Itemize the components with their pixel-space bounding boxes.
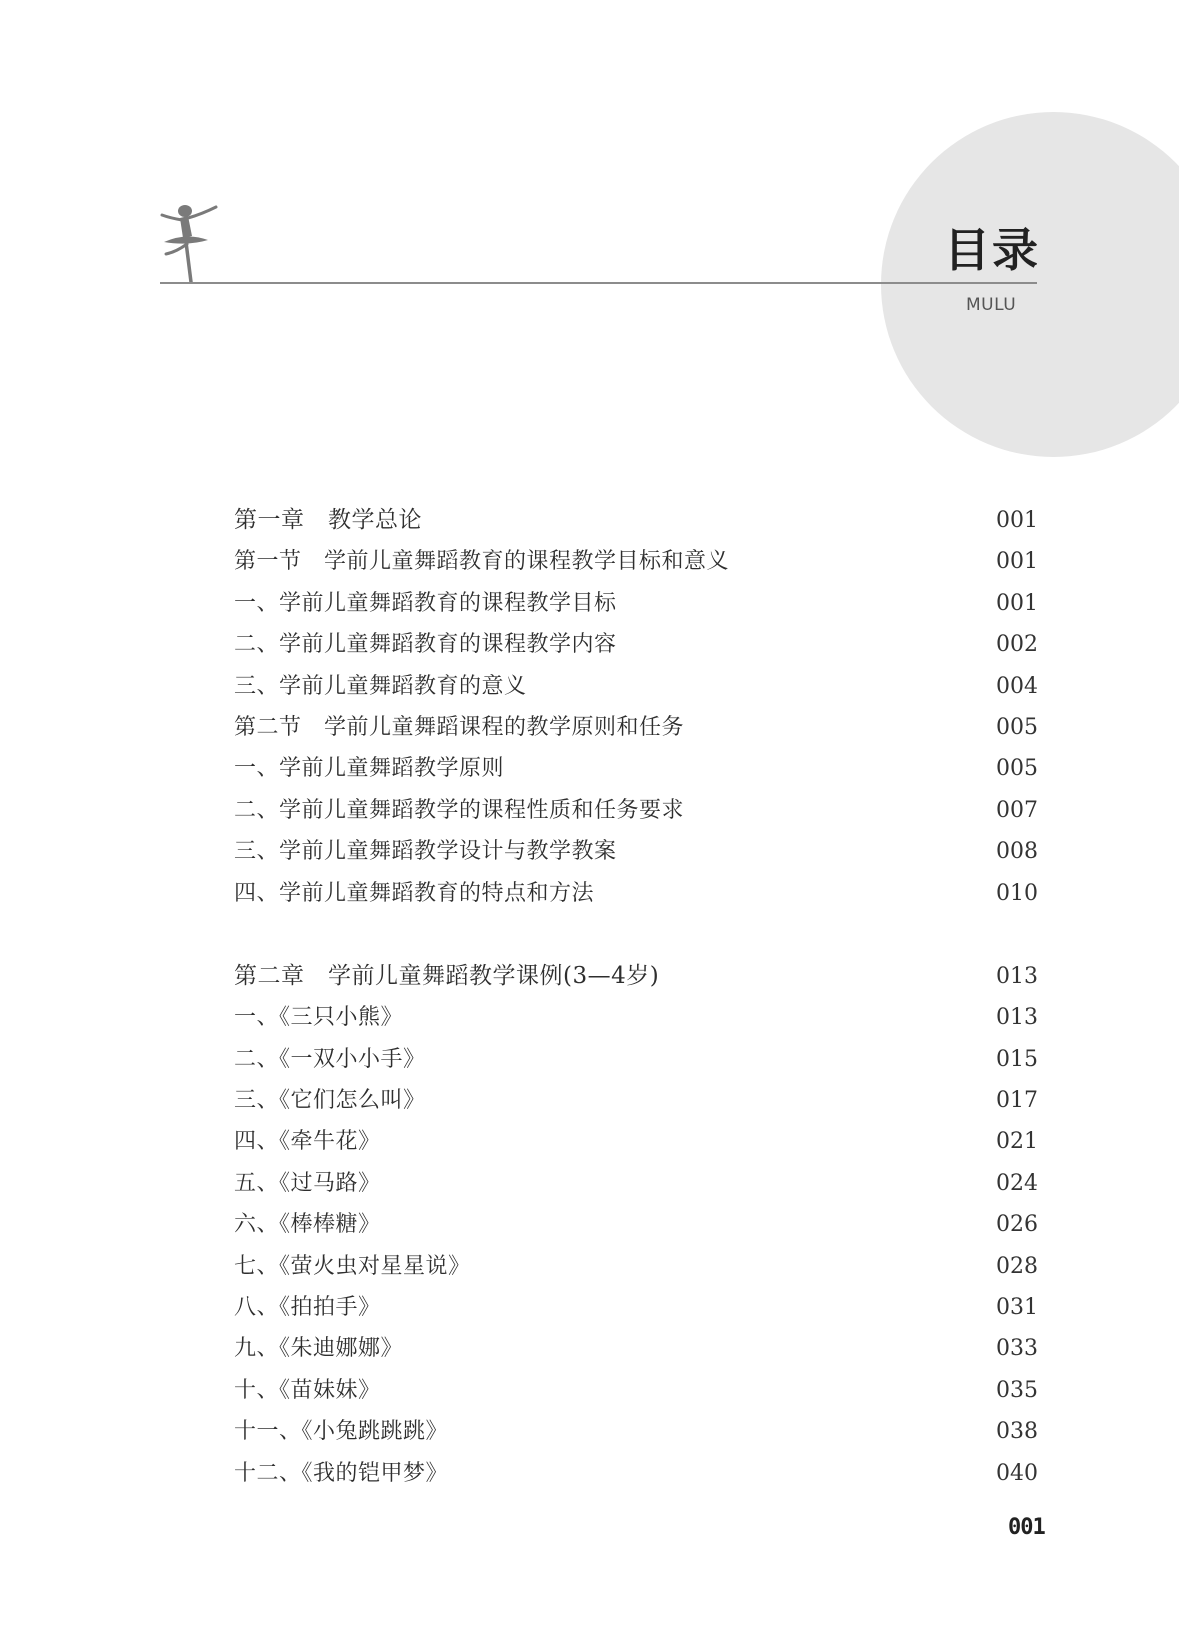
toc-entry-title: 第一节 学前儿童舞蹈教育的课程教学目标和意义 [234, 549, 730, 575]
toc-entry-title: 八、《拍拍手》 [234, 1295, 381, 1321]
toc-entry-title: 四、《牵牛花》 [234, 1129, 381, 1155]
toc-entry-page: 004 [996, 673, 1038, 699]
ballerina-icon [158, 202, 220, 284]
toc-entry-page: 002 [996, 632, 1038, 658]
toc-entry[interactable] [234, 1287, 1038, 1328]
toc-entry-page: 015 [996, 1046, 1038, 1072]
toc-entry-title: 第二节 学前儿童舞蹈课程的教学原则和任务 [234, 714, 685, 740]
toc-entry-title: 十、《苗妹妹》 [234, 1377, 381, 1403]
toc-entry-title: 十二、《我的铠甲梦》 [234, 1460, 449, 1486]
toc-entry-page: 013 [996, 963, 1038, 989]
toc-entry-title: 三、学前儿童舞蹈教育的意义 [234, 673, 527, 699]
toc-entry-page: 017 [996, 1088, 1038, 1114]
toc-entry[interactable] [234, 1080, 1038, 1121]
toc-entry-page: 033 [996, 1336, 1038, 1362]
toc-entry-page: 001 [996, 590, 1038, 616]
toc-entry-title: 七、《萤火虫对星星说》 [234, 1253, 471, 1279]
toc-entry-page: 005 [996, 714, 1038, 740]
toc-entry[interactable] [234, 1328, 1038, 1369]
toc-entry[interactable] [234, 1204, 1038, 1245]
toc-entry-title: 一、《三只小熊》 [234, 1005, 404, 1031]
toc-entry-page: 010 [996, 880, 1038, 906]
toc-entry[interactable] [234, 666, 1038, 707]
toc-entry-title: 三、《它们怎么叫》 [234, 1088, 426, 1114]
toc-entry-title: 第二章 学前儿童舞蹈教学课例(3—4岁) [234, 962, 660, 989]
toc-entry-page: 035 [996, 1377, 1038, 1403]
toc-entry-page: 028 [996, 1253, 1038, 1279]
toc-entry-page: 013 [996, 1005, 1038, 1031]
toc-entry[interactable] [234, 1246, 1038, 1287]
toc-entry[interactable] [234, 624, 1038, 665]
toc-entry-title: 五、《过马路》 [234, 1170, 381, 1196]
toc-entry[interactable] [234, 831, 1038, 872]
toc-entry-page: 038 [996, 1419, 1038, 1445]
toc-chapter-heading[interactable] [234, 956, 1038, 997]
toc-entry-title: 一、学前儿童舞蹈教育的课程教学目标 [234, 590, 617, 616]
toc-chapter-block [234, 956, 1038, 1494]
toc-entry[interactable] [234, 1163, 1038, 1204]
toc-entry-title: 三、学前儿童舞蹈教学设计与教学教案 [234, 839, 617, 865]
toc-entry-page: 021 [996, 1129, 1038, 1155]
toc-entry-title: 二、《一双小小手》 [234, 1046, 426, 1072]
decorative-circle [881, 112, 1179, 457]
page-subtitle: MULU [966, 295, 1017, 315]
toc-entry-title: 九、《朱迪娜娜》 [234, 1336, 404, 1362]
table-of-contents [234, 500, 1038, 1494]
toc-entry[interactable] [234, 1370, 1038, 1411]
toc-entry-page: 026 [996, 1212, 1038, 1238]
toc-entry-page: 008 [996, 839, 1038, 865]
toc-entry[interactable] [234, 873, 1038, 914]
toc-entry-title: 十一、《小兔跳跳跳》 [234, 1419, 449, 1445]
toc-entry[interactable] [234, 1039, 1038, 1080]
toc-entry-page: 040 [996, 1460, 1038, 1486]
toc-entry-title: 一、学前儿童舞蹈教学原则 [234, 756, 505, 782]
toc-entry[interactable] [234, 1411, 1038, 1452]
toc-entry-title: 二、学前儿童舞蹈教学的课程性质和任务要求 [234, 797, 685, 823]
toc-entry[interactable] [234, 583, 1038, 624]
toc-section-entry[interactable] [234, 707, 1038, 748]
toc-entry-page: 007 [996, 797, 1038, 823]
toc-entry-page: 005 [996, 756, 1038, 782]
toc-entry[interactable] [234, 1453, 1038, 1494]
page-title: 目录 [944, 223, 1040, 277]
toc-entry-title: 第一章 教学总论 [234, 507, 422, 533]
toc-entry[interactable] [234, 1121, 1038, 1162]
toc-entry-page: 024 [996, 1170, 1038, 1196]
toc-chapter-heading[interactable] [234, 500, 1038, 541]
toc-entry-title: 四、学前儿童舞蹈教育的特点和方法 [234, 880, 595, 906]
toc-entry-page: 031 [996, 1295, 1038, 1321]
page-number: 001 [1008, 1515, 1045, 1540]
toc-entry[interactable] [234, 790, 1038, 831]
toc-entry-page: 001 [996, 508, 1038, 533]
toc-entry-title: 二、学前儿童舞蹈教育的课程教学内容 [234, 632, 617, 658]
toc-entry[interactable] [234, 997, 1038, 1038]
toc-section-entry[interactable] [234, 541, 1038, 582]
toc-entry[interactable] [234, 748, 1038, 789]
toc-entry-page: 001 [996, 549, 1038, 575]
header-rule [160, 282, 1037, 284]
toc-entry-title: 六、《棒棒糖》 [234, 1212, 381, 1238]
toc-chapter-block [234, 500, 1038, 914]
